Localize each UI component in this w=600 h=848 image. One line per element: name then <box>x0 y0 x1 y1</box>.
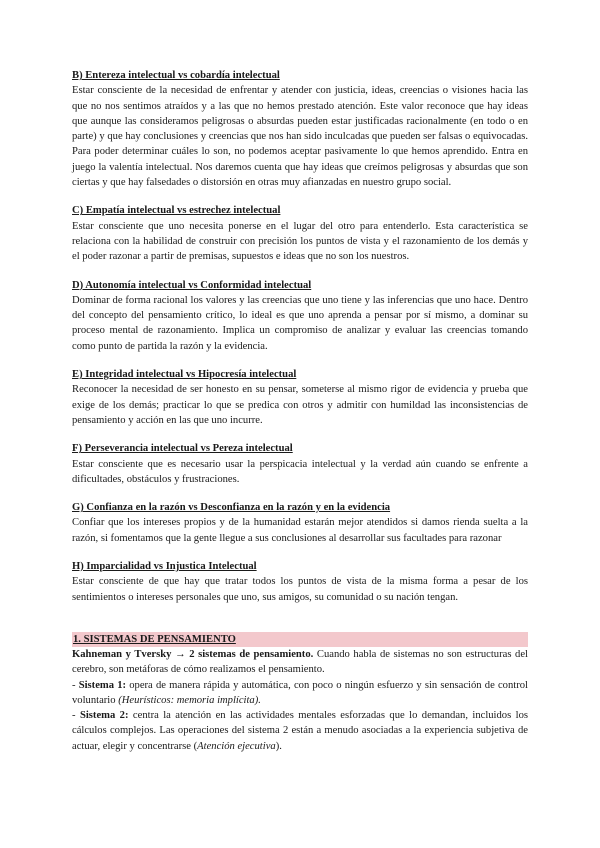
system-2-italic: Atención ejecutiva <box>197 740 276 752</box>
section-perseverancia <box>72 441 528 487</box>
section-body: Dominar de forma racional los valores y las creencias que uno tiene y las inferencias que uno hace. Dentro del concepto del pensamiento crítico, lo ideal es que uno aprenda a pensar por sí mismo, a dominar su proceso mental de razonamiento. Implica un compromiso de analizar y evaluar las creencias tomando como punto de partida la razón y la evidencia. <box>72 294 528 352</box>
system-1-item <box>72 678 528 709</box>
section-heading: H) Imparcialidad vs Injustica Intelectual <box>72 561 257 573</box>
section-heading: B) Entereza intelectual vs cobardía intelectual <box>72 70 280 81</box>
section-heading: D) Autonomía intelectual vs Conformidad intelectual <box>72 279 312 291</box>
system-1-italic: (Heurísticos: memoria implícita). <box>118 694 261 706</box>
section-body: Estar consciente que es necesario usar la perspicacia intelectual y la verdad aún cuando se enfrente a dificultades, obstáculos y frustraciones. <box>72 458 528 485</box>
system-2-item <box>72 708 528 754</box>
systems-intro-text: Cuando habla de sistemas no son estructuras del cerebro, son metáforas de cómo realizamos el pensamiento. <box>72 648 528 676</box>
system-1-text: opera de manera rápida y automática, con poco o ningún esfuerzo y sin sensación de control voluntario <box>72 679 528 706</box>
section-heading: F) Perseverancia intelectual vs Pereza intelectual <box>72 443 293 455</box>
list-dash: - <box>72 679 79 691</box>
document-page <box>72 68 528 754</box>
system-2-label: Sistema 2: <box>79 710 129 722</box>
section-body: Estar consciente de que hay que tratar todos los puntos de vista de la misma forma a pesar de los sentimientos o intereses personales que uno, sus amigos, su comunidad o su nación tengan. <box>72 576 528 603</box>
section-empatia <box>72 203 528 264</box>
section-body: Confiar que los intereses propios y de la humanidad estarán mejor atendidos si damos rienda suelta a la razón, si fomentamos que la gente llegue a sus conclusiones al desarrollar sus facultades para razonar <box>72 517 528 544</box>
section-heading: C) Empatía intelectual vs estrechez intelectual <box>72 205 281 217</box>
system-2-end: ). <box>275 740 282 752</box>
section-confianza <box>72 500 528 546</box>
section-integridad <box>72 367 528 428</box>
section-body: Estar consciente de la necesidad de enfrentar y atender con justicia, ideas, creencias o visiones hacia las que no nos sentimos atraídos y a las que no hemos prestado atención. Este valor reconoce que hay ideas que aunque las consideramos peligrosas o absurdas pueden estar justificadas racionalmente (en todo o en parte) y que hay conclusiones y creencias que nos han sido inculcadas que pueden ser falsas o equivocadas. Para poder determinar cuáles lo son, no podemos aceptar pasivamente lo que hemos aprendido. Entra en juego la valentía intelectual. Nos daremos cuenta que hay ideas que creímos peligrosas y absurdas que son ciertas y que hay falsedades o distorsión en otras muy afianzadas en nuestro grupo social. <box>72 85 528 189</box>
section-body: Estar consciente que uno necesita ponerse en el lugar del otro para entenderlo. Esta característica se relaciona con la habilidad de construir con precisión los puntos de vista y el razonamiento de los demás y el poder razonar a partir de premisas, supuestos e ideas que no son los nuestros. <box>72 220 528 263</box>
section-autonomia <box>72 278 528 354</box>
list-dash: - <box>72 710 80 722</box>
section-imparcialidad <box>72 559 528 605</box>
section-heading: G) Confianza en la razón vs Desconfianza en la razón y en la evidencia <box>72 502 391 514</box>
section-entereza <box>72 68 528 190</box>
section-heading: E) Integridad intelectual vs Hipocresía intelectual <box>72 369 297 381</box>
system-2-text: centra la atención en las actividades mentales esforzadas que lo demandan, incluidos los cálculos complejos. Las operaciones del sistema 2 están a menudo asociadas a la experiencia subjetiva de actuar, elegir y concentrarse ( <box>72 710 528 752</box>
systems-heading: 1. SISTEMAS DE PENSAMIENTO <box>72 632 528 647</box>
systems-intro <box>72 647 528 678</box>
section-body: Reconocer la necesidad de ser honesto en su pensar, someterse al mismo rigor de evidencia y prueba que exige de los demás; practicar lo que se predica con otros y admitir con humildad las inconsistencias de pensamiento y acción en las que uno incurre. <box>72 384 528 426</box>
system-1-label: Sistema 1: <box>78 679 127 691</box>
systems-intro-bold: Kahneman y Tversky → 2 sistemas de pensamiento. <box>72 648 314 660</box>
